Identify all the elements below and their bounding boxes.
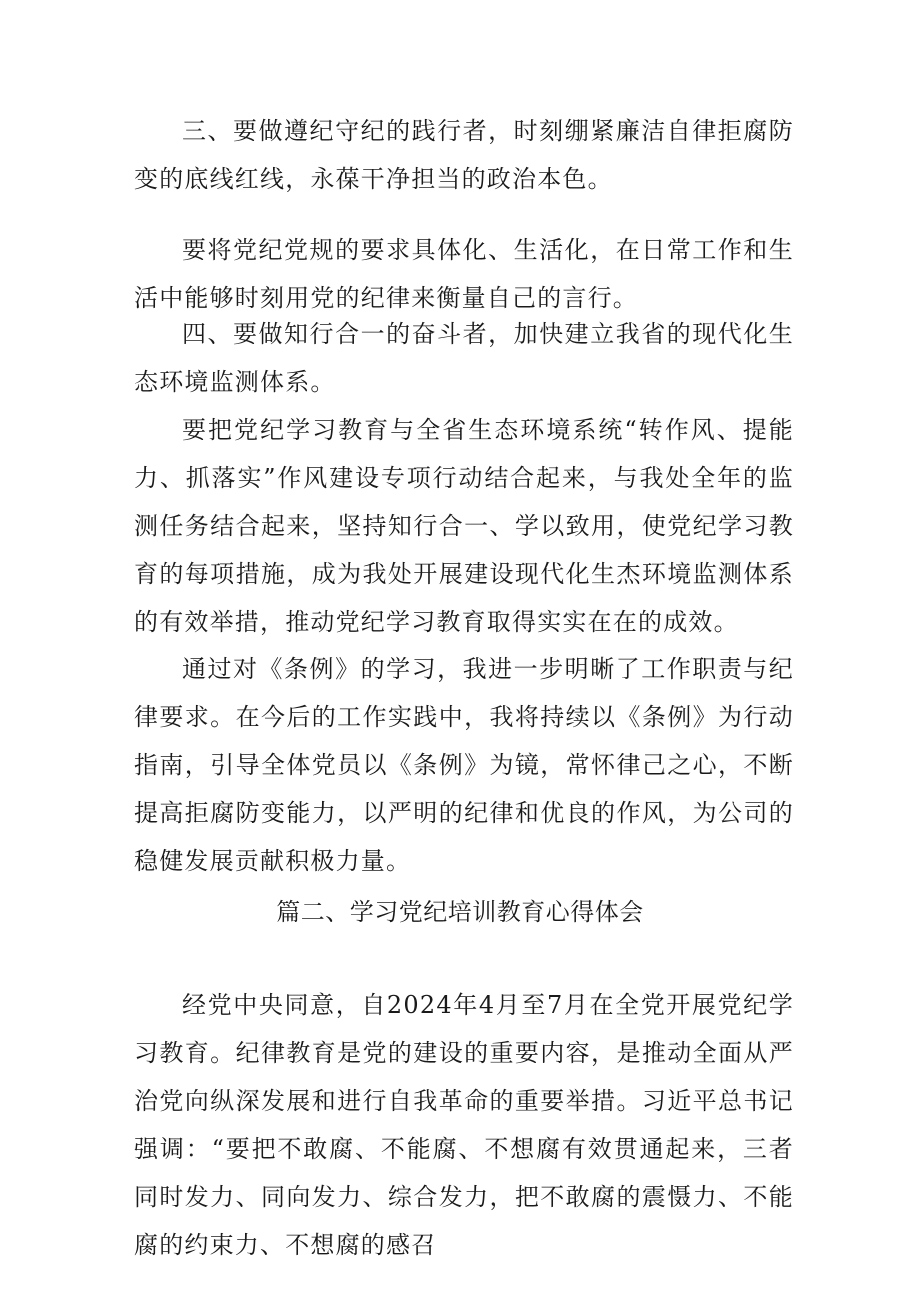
paragraph-item-three: 三、要做遵纪守纪的践行者，时刻绷紧廉洁自律拒腐防变的底线红线，永葆干净担当的政治本色。 — [134, 117, 794, 193]
paragraph-monitoring-system: 要把党纪学习教育与全省生态环境系统“转作风、提能力、抓落实”作风建设专项行动结合起来，与我处全年的监测任务结合起来，坚持知行合一、学以致用，使党纪学习教育的每项措施，成为我处开展建设现代化生杰环境监测体系的有效举措，推动党纪学习教育取得实实在在的成效。 — [134, 416, 794, 636]
paragraph-party-rules: 要将党纪党规的要求具体化、生活化，在日常工作和生活中能够时刻用党的纪律来衡量自己的言行。 — [134, 236, 794, 312]
paragraph-item-four: 四、要做知行合一的奋斗者，加快建立我省的现代化生态环境监测体系。 — [134, 320, 794, 396]
paragraph-section-intro: 经党中央同意，自2024年4月至7月在全党开展党纪学习教育。纪律教育是党的建设的重要内容，是推动全面从严治党向纵深发展和进行自我革命的重要举措。习近平总书记强调：“要把不敢腐、不能腐、不想腐有效贯通起来，三者同时发力、同向发力、综合发力，把不敢腐的震慑力、不能腐的约束力、不想腐的感召 — [134, 991, 794, 1259]
paragraph-regulations-study: 通过对《条例》的学习，我进一步明晰了工作职责与纪律要求。在今后的工作实践中，我将持续以《条例》为行动指南，引导全体党员以《条例》为镜，常怀律己之心，不断提高拒腐防变能力，以严明的纪律和优良的作风，为公司的稳健发展贡献积极力量。 — [134, 655, 794, 875]
section-title: 篇二、学习党纪培训教育心得体会 — [276, 898, 644, 926]
